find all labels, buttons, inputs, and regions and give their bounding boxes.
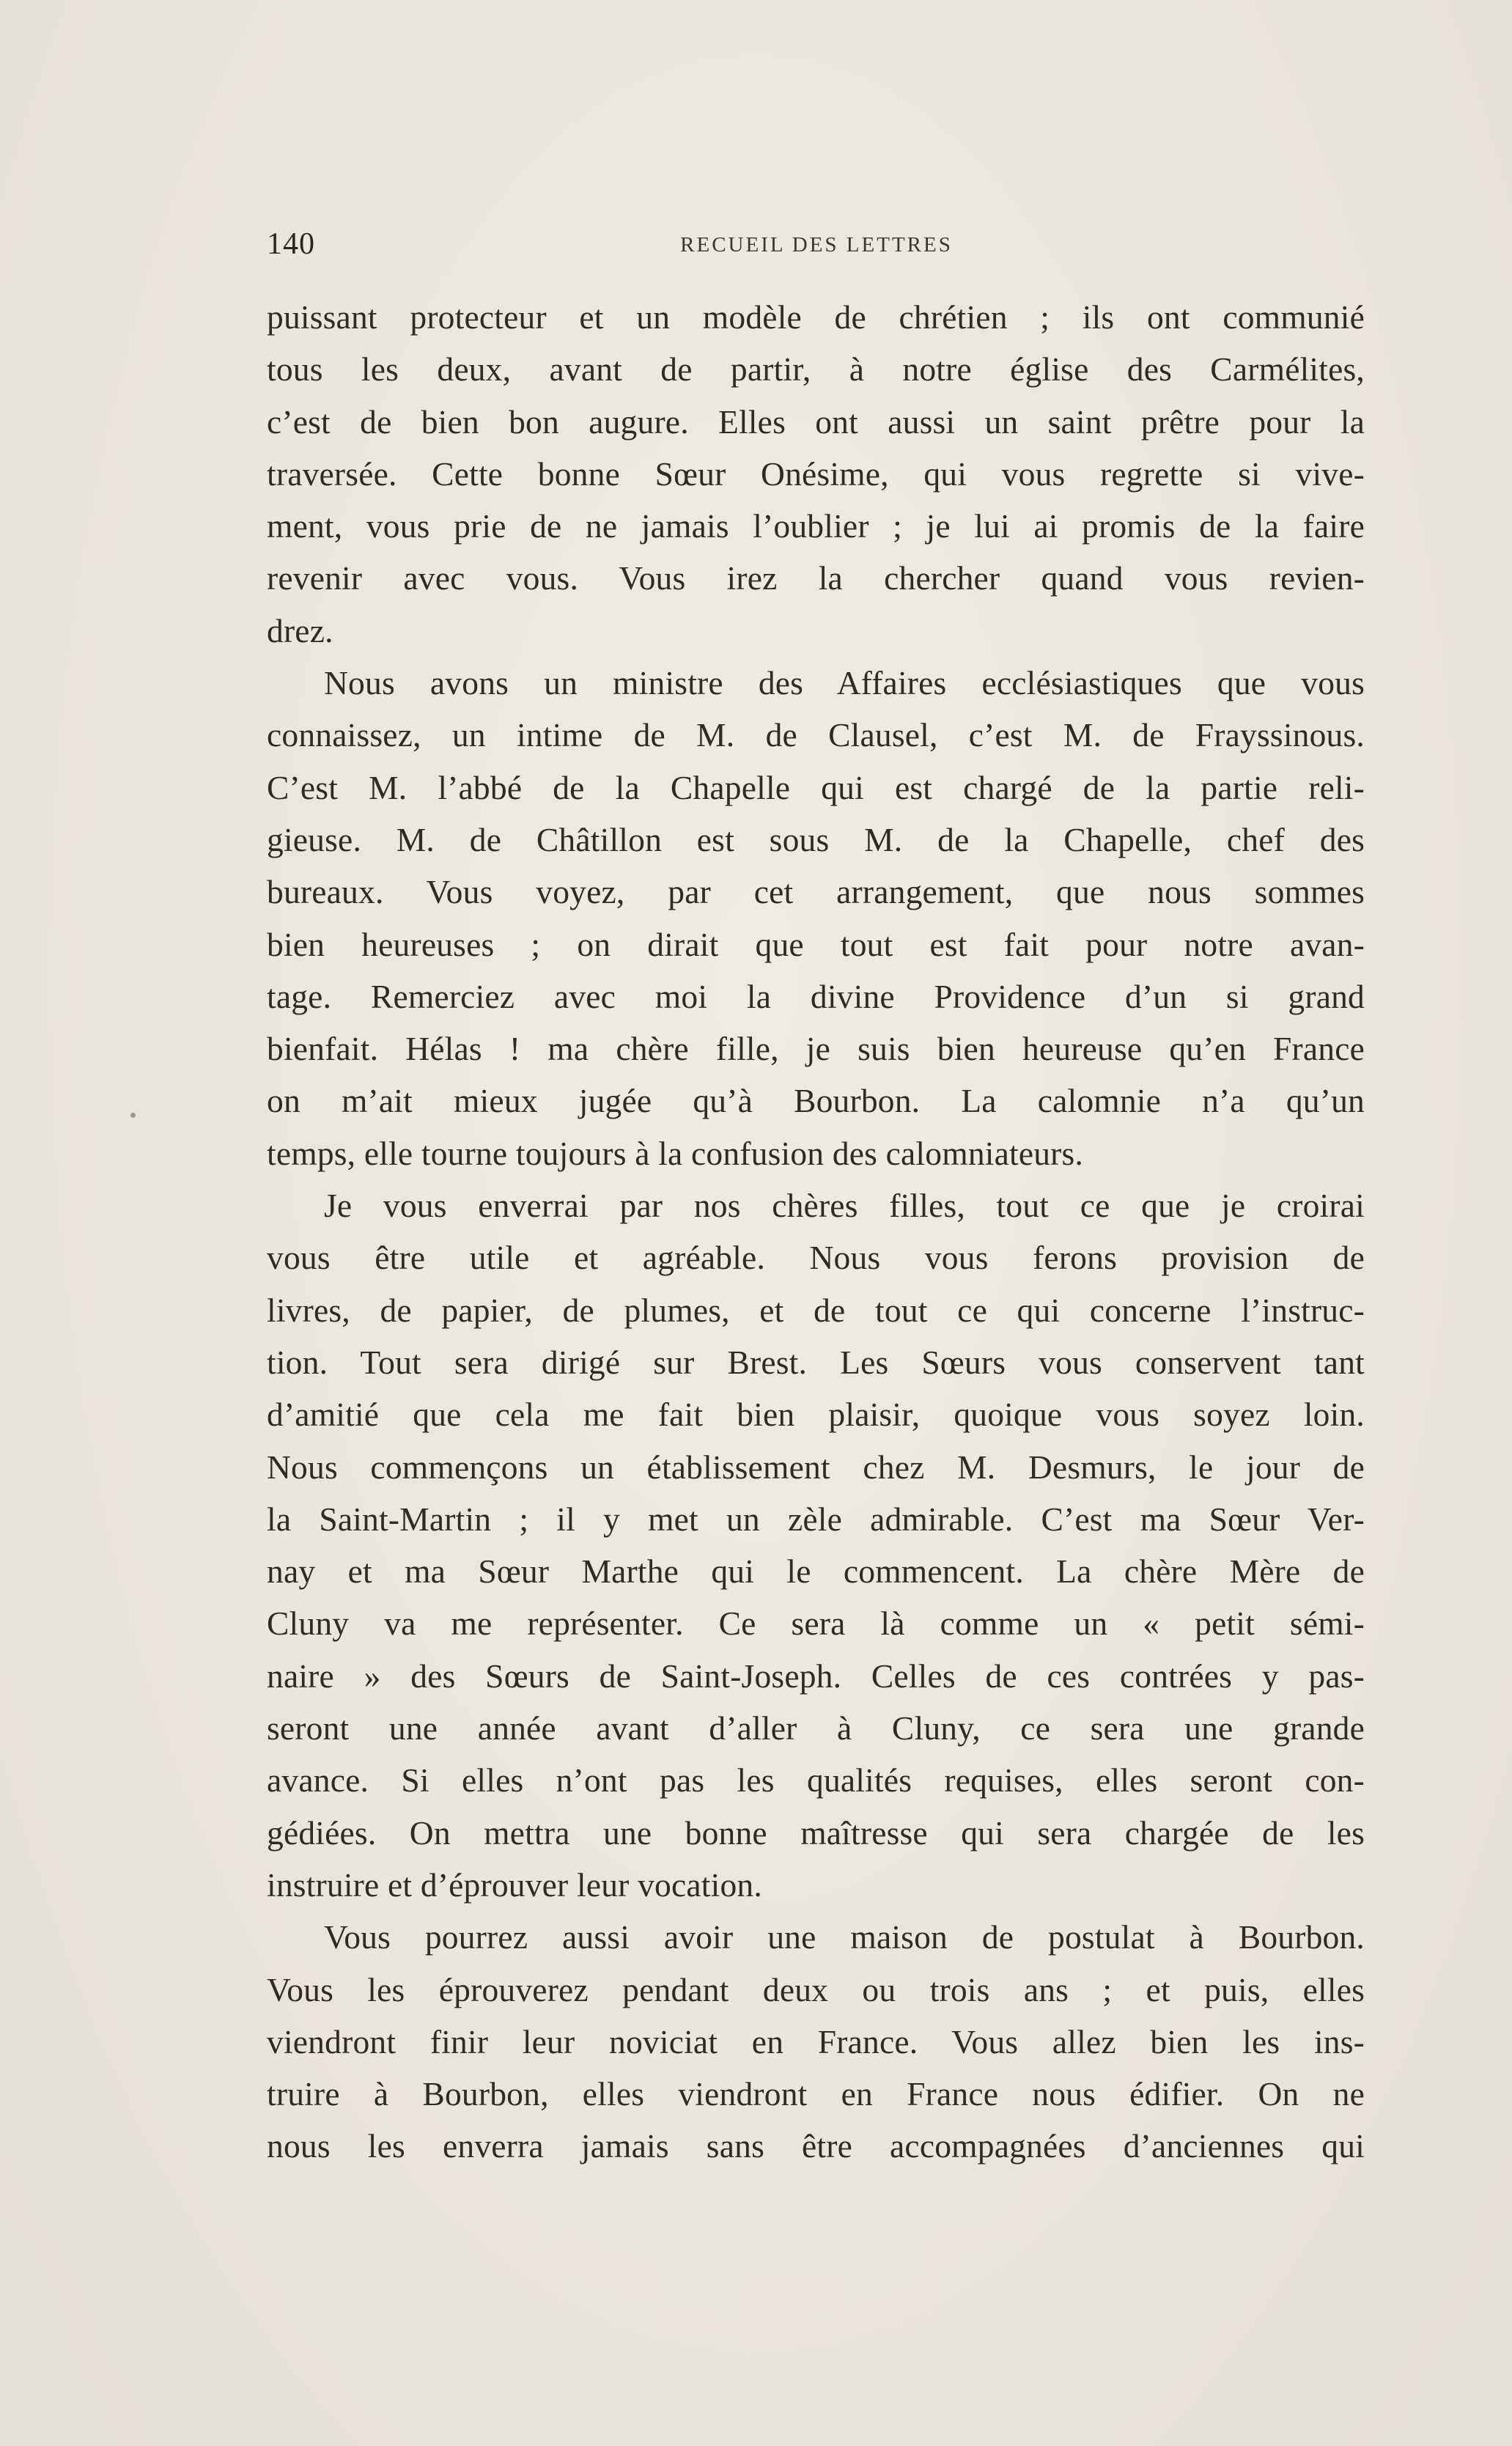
text-line: on m’ait mieux jugée qu’à Bourbon. La calomnie n’a qu’un <box>267 1082 1365 1120</box>
text-line: ment, vous prie de ne jamais l’oublier ; je lui ai promis de la faire <box>267 507 1365 545</box>
body-text <box>267 291 1365 2173</box>
text-line: Cluny va me représenter. Ce sera là comme un « petit sémi- <box>267 1605 1365 1643</box>
text-line: tion. Tout sera dirigé sur Brest. Les Sœurs vous conservent tant <box>267 1343 1365 1381</box>
text-line: revenir avec vous. Vous irez la chercher quand vous revien- <box>267 559 1365 597</box>
text-line: la Saint-Martin ; il y met un zèle admirable. C’est ma Sœur Ver- <box>267 1500 1365 1538</box>
text-line: traversée. Cette bonne Sœur Onésime, qui vous regrette si vive- <box>267 454 1365 493</box>
text-line: Je vous enverrai par nos chères filles, tout ce que je croirai <box>324 1187 1365 1225</box>
text-line: c’est de bien bon augure. Elles ont aussi un saint prêtre pour la <box>267 402 1365 441</box>
text-line: nay et ma Sœur Marthe qui le commencent. La chère Mère de <box>267 1552 1365 1591</box>
text-line: instruire et d’éprouver leur vocation. <box>267 1865 762 1904</box>
text-line: tous les deux, avant de partir, à notre église des Carmélites, <box>267 350 1365 388</box>
text-line: tage. Remerciez avec moi la divine Providence d’un si grand <box>267 977 1365 1015</box>
text-line: bien heureuses ; on dirait que tout est fait pour notre avan- <box>267 925 1365 963</box>
text-line: naire » des Sœurs de Saint-Joseph. Celles de ces contrées y pas- <box>267 1657 1365 1695</box>
page-number: 140 <box>267 227 315 261</box>
text-line: avance. Si elles n’ont pas les qualités requises, elles seront con- <box>267 1761 1365 1799</box>
text-line: drez. <box>267 611 333 649</box>
text-line: bureaux. Vous voyez, par cet arrangement, que nous sommes <box>267 873 1365 911</box>
text-line: gieuse. M. de Châtillon est sous M. de la Chapelle, chef des <box>267 820 1365 858</box>
text-line: seront une année avant d’aller à Cluny, ce sera une grande <box>267 1709 1365 1747</box>
text-line: connaissez, un intime de M. de Clausel, c’est M. de Frayssinous. <box>267 716 1365 754</box>
text-line: vous être utile et agréable. Nous vous ferons provision de <box>267 1239 1365 1277</box>
text-line: bienfait. Hélas ! ma chère fille, je suis bien heureuse qu’en France <box>267 1030 1365 1068</box>
text-line: Nous avons un ministre des Affaires ecclésiastiques que vous <box>324 664 1365 702</box>
text-line: truire à Bourbon, elles viendront en France nous édifier. On ne <box>267 2075 1365 2113</box>
running-title: RECUEIL DES LETTRES <box>680 233 953 257</box>
text-line: C’est M. l’abbé de la Chapelle qui est chargé de la partie reli- <box>267 768 1365 806</box>
margin-speck <box>130 1113 136 1118</box>
text-line: d’amitié que cela me fait bien plaisir, quoique vous soyez loin. <box>267 1396 1365 1434</box>
text-line: Vous les éprouverez pendant deux ou trois ans ; et puis, elles <box>267 1970 1365 2008</box>
text-line: temps, elle tourne toujours à la confusion des calomniateurs. <box>267 1134 1084 1172</box>
text-line: Nous commençons un établissement chez M. Desmurs, le jour de <box>267 1448 1365 1486</box>
text-line: viendront finir leur noviciat en France. Vous allez bien les ins- <box>267 2022 1365 2060</box>
text-line: gédiées. On mettra une bonne maîtresse qui sera chargée de les <box>267 1813 1365 1852</box>
page-header <box>267 226 1365 262</box>
text-line: Vous pourrez aussi avoir une maison de postulat à Bourbon. <box>324 1918 1365 1956</box>
text-line: livres, de papier, de plumes, et de tout ce qui concerne l’instruc- <box>267 1291 1365 1329</box>
text-line: puissant protecteur et un modèle de chrétien ; ils ont communié <box>267 298 1365 336</box>
text-line: nous les enverra jamais sans être accompagnées d’anciennes qui <box>267 2127 1365 2165</box>
